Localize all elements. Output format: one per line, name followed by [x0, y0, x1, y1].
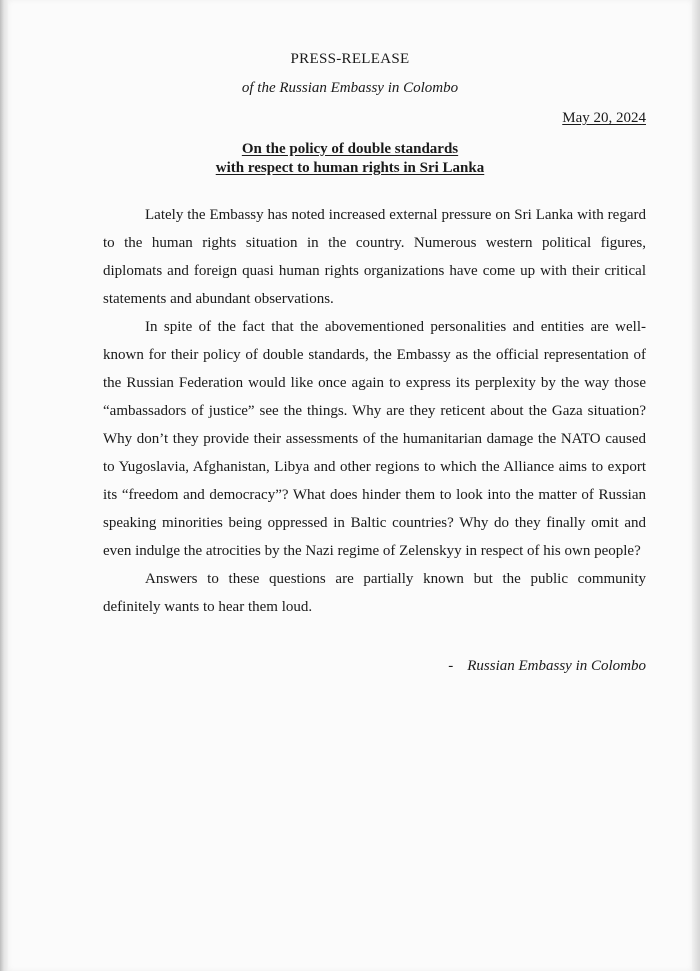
document-subheading: of the Russian Embassy in Colombo — [241, 80, 459, 96]
paragraph-3: Answers to these questions are partially known but the public community definitely wants to hear them loud. — [103, 571, 646, 615]
signature-text: Russian Embassy in Colombo — [467, 658, 646, 674]
signature-line — [448, 658, 646, 675]
signature-dash: - — [448, 658, 454, 674]
document-body — [103, 201, 646, 621]
title-line-1: On the policy of double standards — [241, 141, 459, 157]
paragraph-1: Lately the Embassy has noted increased external pressure on Sri Lanka with regard to the human rights situation in the country. Numerous western political figures, diplomats and foreign quasi human rights organizations have come up with their critical statements and abundant observations. — [103, 207, 646, 307]
document-title — [8, 140, 692, 178]
title-line-2: with respect to human rights in Sri Lanka — [215, 160, 485, 176]
document-date: May 20, 2024 — [562, 110, 646, 126]
paragraph-2: In spite of the fact that the abovementioned personalities and entities are well-known for their policy of double standards, the Embassy as the official representation of the Russian Federation would like once again to express its perplexity by the way those “ambassadors of justice” see the things. Why are they reticent about the Gaza situation? Why don’t they provide their assessments of the humanitarian damage the NATO caused to Yugoslavia, Afghanistan, Libya and other regions to which the Alliance aims to export its “freedom and democracy”? What does hinder them to look into the matter of Russian speaking minorities being oppressed in Baltic countries? Why do they finally omit and even indulge the atrocities by the Nazi regime of Zelenskyy in respect of his own people? — [103, 319, 646, 559]
document-heading: PRESS-RELEASE — [290, 51, 410, 67]
document-page — [8, 0, 692, 971]
